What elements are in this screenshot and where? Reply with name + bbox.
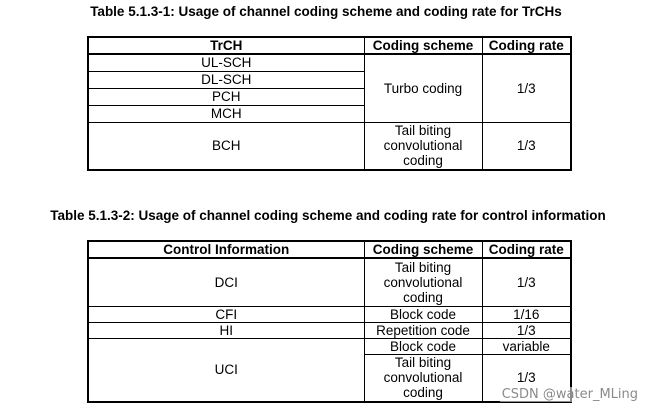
control-cell-hi: HI — [88, 322, 364, 338]
dci-scheme-line-1: Tail biting — [394, 259, 452, 275]
header-trch: TrCH — [88, 37, 364, 54]
bch-rate-cell: 1/3 — [482, 122, 571, 170]
header-coding-scheme: Coding scheme — [364, 37, 482, 54]
trch-cell-bch: BCH — [88, 122, 364, 170]
uci-scheme-line-3: coding — [403, 385, 443, 401]
uci-scheme-line-1: Tail biting — [394, 355, 452, 371]
trch-cell-mch: MCH — [88, 105, 364, 122]
bch-scheme-line-1: Tail biting — [394, 123, 452, 139]
table1-caption: Table 5.1.3-1: Usage of channel coding scheme and coding rate for TrCHs — [90, 4, 562, 19]
header-coding-rate: Coding rate — [482, 37, 571, 54]
bch-scheme-line-3: coding — [403, 153, 443, 169]
uci-block-rate-cell: variable — [482, 338, 571, 354]
cfi-rate-cell: 1/16 — [482, 306, 571, 322]
csdn-watermark: CSDN @water_MLing — [501, 387, 638, 402]
bch-coding-scheme-cell — [364, 122, 482, 170]
table2-caption: Table 5.1.3-2: Usage of channel coding scheme and coding rate for control information — [50, 208, 606, 223]
cfi-coding-scheme-cell: Block code — [364, 306, 482, 322]
header-coding-scheme: Coding scheme — [364, 241, 482, 258]
control-cell-uci: UCI — [88, 338, 364, 402]
trch-coding-table — [87, 36, 572, 171]
header-coding-rate: Coding rate — [482, 241, 571, 258]
trch-cell-dl-sch: DL-SCH — [88, 71, 364, 88]
bch-scheme-line-2: convolutional — [383, 138, 463, 154]
control-cell-dci: DCI — [88, 258, 364, 306]
turbo-rate-cell: 1/3 — [482, 54, 571, 122]
dci-scheme-line-3: coding — [403, 289, 443, 305]
uci-conv-scheme-cell — [364, 354, 482, 402]
uci-block-scheme-cell: Block code — [364, 338, 482, 354]
control-info-coding-table — [87, 240, 572, 403]
hi-coding-scheme-cell: Repetition code — [364, 322, 482, 338]
trch-cell-pch: PCH — [88, 88, 364, 105]
uci-conv-rate-cell: 1/3 — [482, 354, 571, 402]
dci-coding-scheme-cell — [364, 258, 482, 306]
trch-cell-ul-sch: UL-SCH — [88, 54, 364, 71]
uci-scheme-line-2: convolutional — [383, 370, 463, 386]
hi-rate-cell: 1/3 — [482, 322, 571, 338]
turbo-coding-cell: Turbo coding — [364, 54, 482, 122]
control-cell-cfi: CFI — [88, 306, 364, 322]
dci-rate-cell: 1/3 — [482, 258, 571, 306]
dci-scheme-line-2: convolutional — [383, 274, 463, 290]
header-control-information: Control Information — [88, 241, 364, 258]
